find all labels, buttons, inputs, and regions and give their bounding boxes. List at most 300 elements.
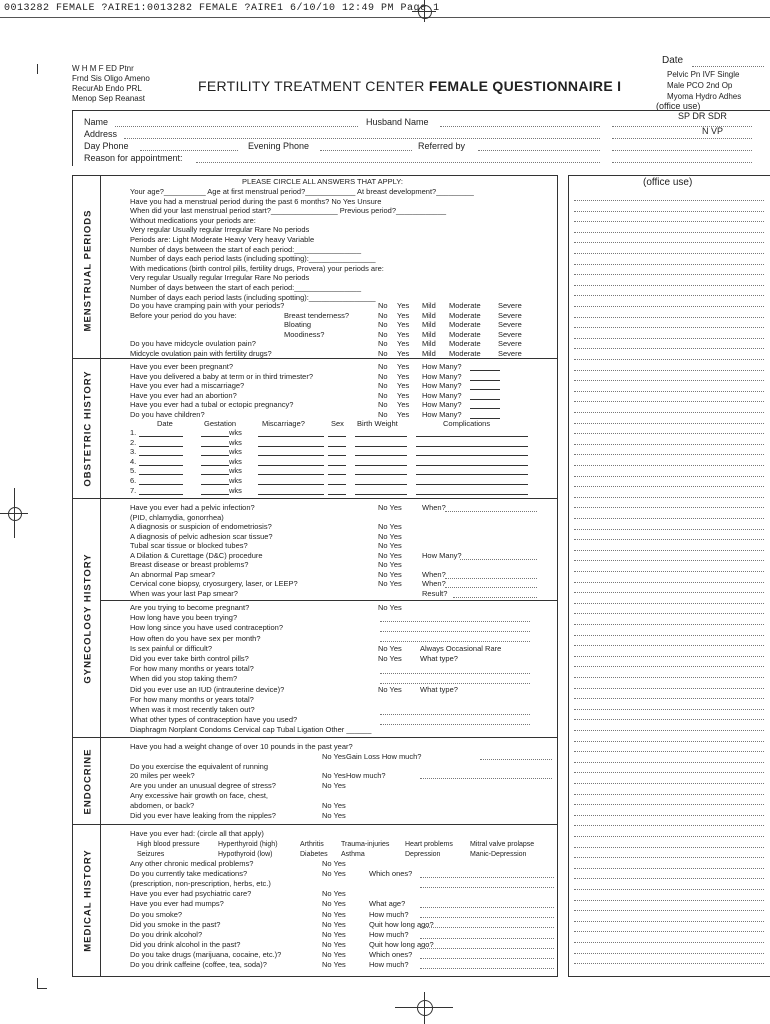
office-use-heading: (office use): [643, 177, 693, 188]
office-use-line: [574, 772, 764, 773]
date-input[interactable]: [139, 494, 183, 495]
wks-label: wks: [229, 447, 242, 457]
answer-input[interactable]: [380, 673, 530, 674]
how-many-label: How Many?: [422, 381, 462, 391]
answer-input[interactable]: [380, 641, 530, 642]
section-medical: MEDICAL HISTORY: [82, 848, 94, 952]
miscarriage-input[interactable]: [258, 474, 324, 475]
answer-input[interactable]: [420, 907, 554, 908]
husband-name-input[interactable]: [440, 126, 600, 127]
question-text: Any excessive hair growth on face, chest,: [130, 791, 268, 800]
obstetric-row-number: 6.: [130, 476, 137, 485]
office-use-line: [574, 624, 764, 625]
complications-input[interactable]: [416, 474, 528, 475]
question-text: Do you drink caffeine (coffee, tea, soda)?: [130, 960, 267, 969]
reason-input[interactable]: [196, 162, 600, 163]
complications-input[interactable]: [416, 494, 528, 495]
birth-weight-input[interactable]: [355, 474, 407, 475]
corner-mark-bl-h: [37, 988, 47, 989]
sex-input[interactable]: [328, 474, 346, 475]
question-text: Have you had a weight change of over 10 pounds in the past year?: [130, 742, 353, 751]
office-code-sp: SP DR SDR: [678, 111, 727, 121]
obstetric-question: Have you ever had a miscarriage?: [130, 381, 245, 391]
yes-no-options[interactable]: No Yes: [322, 800, 346, 810]
miscarriage-input[interactable]: [258, 484, 324, 485]
office-use-line: [574, 454, 764, 455]
severity-option[interactable]: Mild: [422, 348, 436, 358]
condition-option[interactable]: Manic-Depression: [470, 851, 527, 858]
question-text: Did you smoke in the past?: [130, 919, 221, 929]
condition-option[interactable]: Trauma-injuries: [341, 841, 390, 848]
gestation-input[interactable]: [201, 446, 229, 447]
follow-up-label: Gain Loss How much?: [346, 751, 422, 761]
severity-option[interactable]: Severe: [498, 348, 522, 358]
severity-option[interactable]: Severe: [498, 329, 522, 339]
answer-input[interactable]: [380, 631, 530, 632]
office-use-line: [574, 603, 764, 604]
yes-no-options[interactable]: No Yes: [378, 654, 402, 663]
birth-weight-input[interactable]: [355, 436, 407, 437]
severity-option[interactable]: Moderate: [449, 301, 481, 310]
gestation-input[interactable]: [201, 494, 229, 495]
sex-input[interactable]: [328, 455, 346, 456]
menstrual-line: Without medications your periods are:: [130, 215, 256, 225]
follow-up-label: Quit how long ago?: [369, 939, 434, 949]
answer-input[interactable]: [420, 877, 554, 878]
yes-no-options[interactable]: No Yes: [322, 771, 346, 781]
question-text: Did you ever take birth control pills?: [130, 654, 249, 663]
follow-up-input[interactable]: [460, 559, 537, 560]
answer-input[interactable]: [380, 714, 530, 715]
severity-option[interactable]: Mild: [422, 339, 436, 348]
code-line: RecurAb Endo PRL: [72, 84, 142, 93]
follow-up-label: Which ones?: [369, 949, 413, 959]
condition-option[interactable]: Heart problems: [405, 841, 453, 848]
office-line-1: [612, 126, 752, 127]
condition-option[interactable]: Arthritis: [300, 841, 324, 848]
no-option[interactable]: No: [378, 362, 388, 371]
date-input[interactable]: [139, 455, 183, 456]
birth-weight-input[interactable]: [355, 494, 407, 495]
follow-up-input[interactable]: [445, 511, 537, 512]
office-use-line: [574, 221, 764, 222]
birth-weight-input[interactable]: [355, 484, 407, 485]
answer-input[interactable]: [420, 958, 554, 959]
symptom-question: Midcycle ovulation pain with fertility drugs?: [130, 348, 272, 358]
birth-weight-input[interactable]: [355, 446, 407, 447]
severity-option[interactable]: No: [378, 310, 388, 320]
office-use-line: [574, 285, 764, 286]
answer-input[interactable]: [420, 927, 554, 928]
office-use-line: [574, 900, 764, 901]
office-use-line: [574, 931, 764, 932]
condition-option[interactable]: Seizures: [137, 851, 165, 858]
how-many-label: How Many?: [422, 390, 462, 400]
yes-option[interactable]: Yes: [397, 400, 410, 410]
yes-no-options[interactable]: No Yes: [322, 929, 346, 939]
yes-no-options[interactable]: No Yes: [378, 579, 402, 588]
severity-option[interactable]: Yes: [397, 329, 410, 339]
obstetric-question: Have you ever had a tubal or ectopic pregnancy?: [130, 400, 294, 410]
complications-input[interactable]: [416, 484, 528, 485]
miscarriage-input[interactable]: [258, 436, 324, 437]
name-label: Name: [84, 117, 109, 127]
wks-label: wks: [229, 466, 242, 476]
follow-up-label: How Many?: [422, 550, 462, 560]
symptom-subquestion: Breast tenderness?: [284, 310, 350, 320]
miscarriage-input[interactable]: [258, 494, 324, 495]
office-use-line: [574, 804, 764, 805]
date-input[interactable]: [139, 474, 183, 475]
title-light: FERTILITY TREATMENT CENTER: [198, 78, 425, 94]
office-use-line: [574, 391, 764, 392]
question-text: (prescription, non-prescription, herbs, etc.): [130, 879, 271, 889]
section-obstetric: OBSTETRIC HISTORY: [82, 369, 94, 487]
office-use-line: [574, 677, 764, 678]
yes-no-options[interactable]: No Yes: [378, 550, 402, 560]
obstetric-column-header: Date: [157, 419, 173, 428]
yes-no-options[interactable]: No Yes: [322, 751, 346, 761]
symptom-subquestion: Moodiness?: [284, 329, 325, 339]
question-text: What other types of contraception have you used?: [130, 715, 298, 725]
code-line: Frnd Sis Oligo Ameno: [72, 74, 150, 83]
date-input[interactable]: [139, 446, 183, 447]
office-use-line: [574, 412, 764, 413]
menstrual-line: Have you had a menstrual period during the past 6 months? No Yes Unsure: [130, 196, 382, 206]
question-text: (PID, chlamydia, gonorrhea): [130, 512, 224, 522]
section-label-divider: [100, 175, 101, 976]
follow-up-label: Always Occasional Rare: [420, 643, 502, 653]
obstetric-row-number: 7.: [130, 485, 137, 495]
office-use-line: [574, 518, 764, 519]
follow-up-label: How much?: [369, 909, 409, 919]
no-option[interactable]: No: [378, 410, 388, 419]
follow-up-label: What type?: [420, 654, 458, 663]
code-line: Menop Sep Reanast: [72, 94, 145, 103]
office-use-line: [574, 921, 764, 922]
office-use-line: [574, 751, 764, 752]
menstrual-line: Number of days each period lasts (including spotting):________________: [130, 254, 376, 264]
yes-no-options[interactable]: No Yes: [378, 541, 402, 550]
birth-weight-input[interactable]: [355, 455, 407, 456]
answer-input[interactable]: [420, 968, 554, 969]
answer-input[interactable]: [380, 683, 530, 684]
office-use-line: [574, 433, 764, 434]
severity-option[interactable]: No: [378, 320, 388, 329]
answer-input[interactable]: [380, 724, 530, 725]
yes-no-options[interactable]: No Yes: [322, 949, 346, 959]
registration-circle-top: [418, 5, 432, 19]
how-many-input[interactable]: [470, 389, 500, 390]
question-text: Tubal scar tissue or blocked tubes?: [130, 541, 248, 550]
how-many-label: How Many?: [422, 371, 462, 381]
sex-input[interactable]: [328, 494, 346, 495]
severity-option[interactable]: Mild: [422, 320, 436, 329]
yes-option[interactable]: Yes: [397, 362, 410, 371]
yes-no-options[interactable]: No Yes: [322, 781, 346, 791]
yes-no-options[interactable]: No Yes: [322, 889, 346, 899]
office-line-3: [612, 150, 752, 151]
obstetric-row-number: 5.: [130, 466, 137, 476]
complications-input[interactable]: [416, 455, 528, 456]
severity-option[interactable]: No: [378, 329, 388, 339]
question-text: Do you exercise the equivalent of running: [130, 761, 269, 771]
severity-option[interactable]: Mild: [422, 329, 436, 339]
no-option[interactable]: No: [378, 371, 388, 381]
severity-option[interactable]: Moderate: [449, 339, 481, 348]
condition-option[interactable]: Diabetes: [300, 851, 328, 858]
severity-option[interactable]: Moderate: [449, 310, 481, 320]
weight-amount-input[interactable]: [480, 759, 552, 760]
condition-option[interactable]: Hypothyroid (low): [218, 851, 273, 858]
yes-no-options[interactable]: No Yes: [378, 603, 402, 612]
date-input[interactable]: [139, 436, 183, 437]
how-many-label: How Many?: [422, 400, 462, 410]
office-use-line: [574, 550, 764, 551]
section-endocrine: ENDOCRINE: [82, 747, 94, 815]
sex-input[interactable]: [328, 465, 346, 466]
complications-input[interactable]: [416, 446, 528, 447]
referred-by-input[interactable]: [478, 150, 600, 151]
follow-up-input[interactable]: [453, 597, 537, 598]
day-phone-input[interactable]: [140, 150, 238, 151]
follow-up-label: When?: [422, 579, 446, 588]
yes-no-options[interactable]: No Yes: [378, 684, 402, 694]
wks-label: wks: [229, 437, 242, 447]
question-text: Have you ever had a pelvic infection?: [130, 503, 255, 512]
office-use-line: [574, 306, 764, 307]
yes-no-options[interactable]: No Yes: [378, 522, 402, 531]
obstetric-row-number: 3.: [130, 447, 137, 457]
question-text: For how many months or years total?: [130, 664, 254, 674]
answer-input[interactable]: [420, 887, 554, 888]
yes-no-options[interactable]: No Yes: [378, 503, 402, 512]
yes-no-options[interactable]: No Yes: [322, 909, 346, 919]
section-rule: [72, 737, 557, 738]
yes-no-options[interactable]: No Yes: [322, 899, 346, 909]
answer-input[interactable]: [420, 917, 554, 918]
gestation-input[interactable]: [201, 455, 229, 456]
severity-option[interactable]: Yes: [397, 320, 410, 329]
yes-no-options[interactable]: No Yes: [322, 960, 346, 969]
office-use-line: [574, 423, 764, 424]
severity-option[interactable]: Severe: [498, 301, 522, 310]
question-text: Did you drink alcohol in the past?: [130, 939, 241, 949]
complications-input[interactable]: [416, 465, 528, 466]
how-many-input[interactable]: [470, 380, 500, 381]
gestation-input[interactable]: [201, 474, 229, 475]
office-use-line: [574, 942, 764, 943]
how-many-input[interactable]: [470, 370, 500, 371]
condition-option[interactable]: High blood pressure: [137, 841, 200, 848]
yes-no-options[interactable]: No Yes: [322, 859, 346, 868]
symptom-question: Do you have midcycle ovulation pain?: [130, 339, 256, 348]
no-option[interactable]: No: [378, 390, 388, 400]
page-title: [198, 78, 621, 94]
office-use-line: [574, 232, 764, 233]
wks-label: wks: [229, 476, 242, 485]
exercise-amount-input[interactable]: [420, 778, 552, 779]
question-text: Did you ever have leaking from the nipples?: [130, 810, 276, 820]
office-use-line: [574, 963, 764, 964]
severity-option[interactable]: Severe: [498, 339, 522, 348]
answer-input[interactable]: [420, 948, 554, 949]
yes-no-options[interactable]: No Yes: [322, 869, 346, 879]
question-text: Do you take drugs (marijuana, cocaine, etc.)?: [130, 949, 282, 959]
date-input[interactable]: [139, 465, 183, 466]
no-option[interactable]: No: [378, 381, 388, 391]
office-line-4: [612, 162, 752, 163]
instructions: PLEASE CIRCLE ALL ANSWERS THAT APPLY:: [242, 177, 403, 186]
yes-no-options[interactable]: No Yes: [378, 560, 402, 569]
date-input[interactable]: [139, 484, 183, 485]
yes-no-options[interactable]: No Yes: [322, 919, 346, 929]
office-use-line: [574, 465, 764, 466]
office-code-line: Male PCO 2nd Op: [667, 81, 733, 90]
sex-input[interactable]: [328, 436, 346, 437]
office-use-line: [574, 348, 764, 349]
yes-no-options[interactable]: No Yes: [322, 810, 346, 820]
yes-no-options[interactable]: No Yes: [378, 643, 402, 653]
severity-option[interactable]: Mild: [422, 301, 436, 310]
severity-option[interactable]: Mild: [422, 310, 436, 320]
follow-up-label: Result?: [422, 588, 448, 598]
severity-option[interactable]: Severe: [498, 310, 522, 320]
follow-up-input[interactable]: [445, 587, 537, 588]
obstetric-column-header: Birth Weight: [357, 419, 398, 428]
office-use-line: [574, 709, 764, 710]
office-use-line: [574, 815, 764, 816]
question-text: A diagnosis of pelvic adhesion scar tissue?: [130, 531, 273, 541]
menstrual-line: Number of days between the start of each period:________________: [130, 244, 361, 254]
severity-option[interactable]: No: [378, 348, 388, 358]
office-use-line: [574, 486, 764, 487]
menstrual-line: With medications (birth control pills, fertility drugs, Provera) your periods are:: [130, 263, 384, 273]
condition-option[interactable]: Hyperthyroid (high): [218, 841, 278, 848]
miscarriage-input[interactable]: [258, 465, 324, 466]
office-use-line: [574, 242, 764, 243]
office-use-line: [574, 889, 764, 890]
office-use-line: [574, 200, 764, 201]
menstrual-line: Number of days between the start of each period:________________: [130, 283, 361, 292]
answer-input[interactable]: [380, 621, 530, 622]
obstetric-row-number: 1.: [130, 428, 137, 437]
reason-label: Reason for appointment:: [84, 153, 183, 163]
menstrual-line: Periods are: Light Moderate Heavy Very heavy Variable: [130, 235, 315, 244]
date-input[interactable]: [692, 66, 764, 67]
office-code-n: N VP: [702, 126, 724, 136]
evening-phone-input[interactable]: [320, 150, 412, 151]
condition-option[interactable]: Asthma: [341, 851, 365, 858]
name-input[interactable]: [115, 126, 358, 127]
office-use-line: [574, 762, 764, 763]
how-many-label: How Many?: [422, 410, 462, 419]
follow-up-label: Quit how long ago?: [369, 919, 434, 929]
how-many-label: How Many?: [422, 362, 462, 371]
wks-label: wks: [229, 485, 242, 495]
address-input[interactable]: [124, 138, 600, 139]
severity-option[interactable]: Severe: [498, 320, 522, 329]
office-use-line: [574, 910, 764, 911]
wks-label: wks: [229, 428, 242, 437]
severity-option[interactable]: Yes: [397, 310, 410, 320]
office-use-line: [574, 380, 764, 381]
how-many-input[interactable]: [470, 399, 500, 400]
yes-no-options[interactable]: No Yes: [378, 531, 402, 541]
condition-option[interactable]: Depression: [405, 851, 441, 858]
gestation-input[interactable]: [201, 436, 229, 437]
symptom-question: Before your period do you have:: [130, 310, 237, 320]
yes-no-options[interactable]: No Yes: [378, 569, 402, 579]
severity-option[interactable]: Yes: [397, 348, 410, 358]
no-option[interactable]: No: [378, 400, 388, 410]
code-line: W H M F ED Ptnr: [72, 64, 134, 73]
question-text: Cervical cone biopsy, cryosurgery, laser, or LEEP?: [130, 579, 298, 588]
gestation-input[interactable]: [201, 484, 229, 485]
office-use-line: [574, 529, 764, 530]
follow-up-label: When?: [422, 503, 446, 512]
severity-option[interactable]: Yes: [397, 339, 410, 348]
sex-input[interactable]: [328, 446, 346, 447]
question-text: A Dilation & Curettage (D&C) procedure: [130, 550, 263, 560]
obstetric-question: Have you delivered a baby at term or in third trimester?: [130, 371, 313, 381]
answer-input[interactable]: [420, 938, 554, 939]
question-text: Do you smoke?: [130, 909, 183, 919]
office-use-line: [574, 592, 764, 593]
yes-no-options[interactable]: No Yes: [322, 939, 346, 949]
obstetric-row-number: 4.: [130, 456, 137, 466]
corner-mark-bl: [37, 978, 38, 988]
severity-option[interactable]: Yes: [397, 301, 410, 310]
yes-option[interactable]: Yes: [397, 390, 410, 400]
miscarriage-input[interactable]: [258, 446, 324, 447]
office-use-line: [574, 497, 764, 498]
birth-weight-input[interactable]: [355, 465, 407, 466]
severity-option[interactable]: Moderate: [449, 329, 481, 339]
follow-up-input[interactable]: [445, 578, 537, 579]
yes-option[interactable]: Yes: [397, 381, 410, 391]
sex-input[interactable]: [328, 484, 346, 485]
question-text: When did you stop taking them?: [130, 674, 238, 684]
office-use-line: [574, 857, 764, 858]
miscarriage-input[interactable]: [258, 455, 324, 456]
yes-option[interactable]: Yes: [397, 371, 410, 381]
severity-option[interactable]: Moderate: [449, 320, 481, 329]
office-codes: [667, 69, 741, 102]
gestation-input[interactable]: [201, 465, 229, 466]
severity-option[interactable]: No: [378, 301, 388, 310]
office-code-line: Pelvic Pn IVF Single: [667, 70, 740, 79]
severity-option[interactable]: No: [378, 339, 388, 348]
husband-name-label: Husband Name: [366, 117, 429, 127]
follow-up-label: What type?: [420, 684, 458, 694]
how-many-input[interactable]: [470, 408, 500, 409]
condition-option[interactable]: Mitral valve prolapse: [470, 841, 535, 848]
question-text: Did you ever use an IUD (intrauterine device)?: [130, 684, 285, 694]
section-rule: [72, 824, 557, 825]
office-use-line: [574, 836, 764, 837]
diagnosis-codes: [72, 64, 150, 104]
obstetric-question: Do you have children?: [130, 410, 205, 419]
severity-option[interactable]: Moderate: [449, 348, 481, 358]
menstrual-line: Very regular Usually regular Irregular Rare No periods: [130, 273, 310, 283]
complications-input[interactable]: [416, 436, 528, 437]
yes-option[interactable]: Yes: [397, 410, 410, 419]
obstetric-column-header: Complications: [443, 419, 491, 428]
symptom-question: Do you have cramping pain with your periods?: [130, 301, 285, 310]
office-use-line: [574, 645, 764, 646]
date-label: Date: [662, 55, 684, 66]
